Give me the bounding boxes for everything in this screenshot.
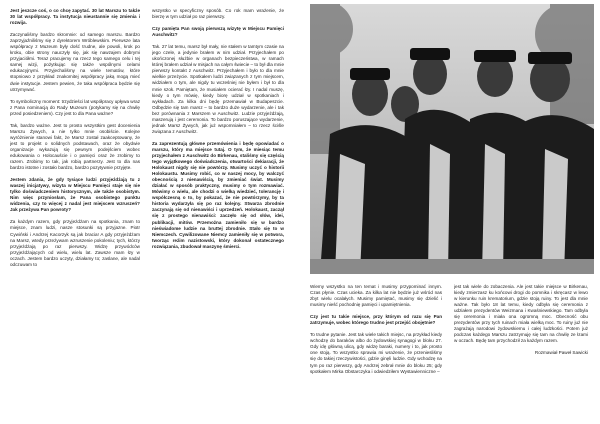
question-paragraph: Czy pamięta Pan swoją pierwszą wizytę w Miejscu Pamięci Auschwitz? <box>152 26 284 38</box>
answer-paragraph: jest tak wiele do zobaczenia. Ale jest takie miejsce w Birkenau, kiedy zmierzasz ku końcowi drogi do pomnika i skręcasz w lewo w kierunku ruin krematorium, gdzie stoją ruiny. To jest dla mnie ważne. Tak było 18 lat temu, kiedy odbyła się ceremonia z udziałem prezydentów Weizmana i Kwaśniewskiego. Tam odbyła się ceremonia i miała ona ogromną moc. Obecność obu prezydentów przy tych ruinach miała wielką moc. To ruiny już nie zagrażają narodowi żydowskiemu i całej ludzkości. Potem już podczas każdego Marszu zatrzymuję się tam na chwilę ze łzami w oczach. Będę tam przychodził za każdym razem. <box>454 284 588 344</box>
question-paragraph: Czy jest tu takie miejsce, przy którym od razu się Pan zatrzymuje, wobec którego trudno jest przejść obojętnie? <box>310 314 442 326</box>
text-column-right-2 <box>454 284 588 420</box>
text-column-right-1 <box>310 284 442 420</box>
question-paragraph: Za zaprezentują główne przemówienia i będę opowiadać o marszu, który ma miejsce tutaj. O tym, że miesiąc temu przyjechałem z Auschwitz do Birkenau, staliśmy się częścią tego wyjątkowego doświadczenia, otwartości dekiaracji, że Holokaust nigdy się nie powtórzy. Musimy uczyć o historii Holokaustu. Musimy robić, co w naszej mocy, by walczyć obecnością z nienawiścią, by zmieniać świat. Musimy działać w sposób praktyczny, musimy o tym rozmawiać. Mówimy o wielu, ale chodzi o wielką wiedzieć, tolerancję i współczesną o to, by pokazać, że nie powtórzymy, by ta historia wydarzyła się po raz kolejny. Stwarza zbrodnie zaczynają się od nienawiści i uprzedzeń. Holokaust, zaczął się z prostego nienawiści: zaczęło się od słów, idei, publikacji, mitów. Przemożna zamieniło się w bardzo nieświadome ludzie na bruttej zbrodnie. Stało się to w Niemczech. Cywilizowane Niemcy zamieniły się w potwora, tworząc reżim nazistowski, który dokonał ostatecznego rozwiązania, zbudował maszynę śmierci. <box>152 140 284 249</box>
question-paragraph: Jestem zdania, że gdy tysiące ludzi przyjeżdżają tu z waszej inicjatywy, wizyta w Miejscu Pamięci staje się nie tylko doświadczeniem historycznym, ale także osobistym. Nim więc przyniosłam, że Pana osobistego punktu widzenia, czy to więcej z nadal jest miejscem wzruszeń? Jak przeżywa Pan powroty? <box>10 177 140 213</box>
answer-paragraph: Zaczynaliśmy bardzo skromnie: od samego marszu. Bardzo zaprzyjaźniliśmy się z dyrektorem Wróblewskim. Pierwsze lata współpracy z Muzeum były dość trudne, ale powoli, krok po kroku, obie strony nauczyły się, jak się nawzajem dobrymi przyjaciółmi. Teraz pracujemy na rzecz tego samego celu i tej samej wizji, pożytkując się także wspólnymi celami edukacyjnymi. Przyjechaliśmy na wiele tematów, które stopniowo z przykład znakomitej współpracy jaką mogą mieć dwie instytucje. Jestem pewien, że taka współpraca będzie się utrzymywać. <box>10 32 140 92</box>
answer-paragraph: Tak. 27 lat temu, marsz był mały, nie stałem w tamtym czasie na jego czele, a jedynie brałem w nim udział. Przyjechałem po ukończonej służbie w organach bezpieczeństwa, w ramach której brałem udział w misjach na całym świecie – to był dla mnie pierwszy kontakt z Auschwitz. Przyjechałem i było to dla mnie wielkie przeżycie. Spotkałem ludzi związanych z tym miejscem, widziałem o tym, ale nigdy tu wcześniej nie byłem i był to dla mnie szok. Pamiętam, że musiałem ocierać łzy. I nadal muszę, kiedy o tym mówię, kiedy biorę udział w spotkaniach i wykładach. Za kilka dni będę przemawiał w Budapeszcie. Odbędzie się tam marsz – to bardzo duże wydarzenie, ale i tak bez porównania z Marszem w Auschwitz. Ludzie przyjeżdżają, maszerują i jest ceremonia. To bardzo poruszające wydarzenie, jednak Marsz Żywych, jak już wspomniałem – to rzecz ściśle związana z Auschwitz. <box>152 44 284 134</box>
answer-paragraph: wszystko w specyficzny sposób. Co rok mam wrażenie, że bierzę w tym udział po raz pierwszy. <box>152 8 284 20</box>
answer-paragraph: To trudne pytanie. Jest tak wiele takich miejsc, na przykład kiedy wchodzę do baraków albo do żydowskiej synagogi w bloku 27. Gdy idę główną ulicą, gdy widzę baraki, numery i to, jak prosto one stoją. To wszystko sprawia mi wrażenie, że przeniesliśmy się do takiej rzeczywistości, gdzie ginęli ludzie. Gdy wchodzę na tym po raz pierwszy, gdy Andrzej zebrał mnie do bloku 25; gdy spotkałem Mirka Obstarczyka i odwiedziłem Wystawienniczne – <box>310 332 442 374</box>
march-photo <box>310 4 594 274</box>
answer-paragraph: To symboliczny moment: trzydzieści lat współpracy upływa wraz z Pana nominacją do Rady Muzeum (potykamy się na chwilę przed posiedzeniem). Czy jest to dla Pana ważne? <box>10 98 140 116</box>
answer-paragraph: Tak, bardzo ważne. Jest to prosto wszystkim gest docenienia Marszu Żywych, a nie tylko mnie osobiście. Kolejne wyróżnienie stanowi fakt, że Marsz został zaakceptowany, że jest to projekt o solidnych podstawach, oraz że obydwie organizacje wykazują się pewnym podejściem wobec edukowania o Holocauście i o pamięci oraz że zrobimy to razem. Zrobimy to tak, jak robią partnerzy. Jest to dla nas bardzo istotne i zostało bardzo, bardzo pozytywnie przyjęte. <box>10 122 140 171</box>
text-column-left-2 <box>152 8 284 420</box>
answer-paragraph: Wiemy wszystko na ten temat i musimy przypominać innym. Czas płynie. Czas ucieka. Za kilka lat nie będzie już wśród nas zbyt wielu ocalałych. Musimy pamiętać, musimy się dzielić i musimy nieść pochodnię pamięci i upamiętnienia. <box>310 284 442 308</box>
author-signature: Rozmawiał Paweł Sawicki <box>534 350 588 356</box>
question-paragraph: Jest jeszcze coś, o co chcę zapytać. 30 lat Marszu to także 30 lat współpracy. Ta instytucja nieustannie się zmienia i rozwija. <box>10 8 140 26</box>
text-column-left-1 <box>10 8 140 420</box>
answer-paragraph: Za każdym razem, gdy przyjeżdżam na spotkania, znam to miejsce, znam ludzi, nasze stosunki są przyjazne. Piotr Cywiński i Andrzej Kacorzyk są jak bracia! A gdy przyjeżdżam na Marsz, wtedy przeżywam wzruszenie pokoleniu; tych, którzy przyjeżdżają po raz pierwszy. Widzę przywódców przyjeżdżających od wielu, wielu lat. Zawsze mam łzy w oczach. Jestem bardzo uczyty, działamy to; zaslane, ale nadal odczuwam to <box>10 219 140 267</box>
